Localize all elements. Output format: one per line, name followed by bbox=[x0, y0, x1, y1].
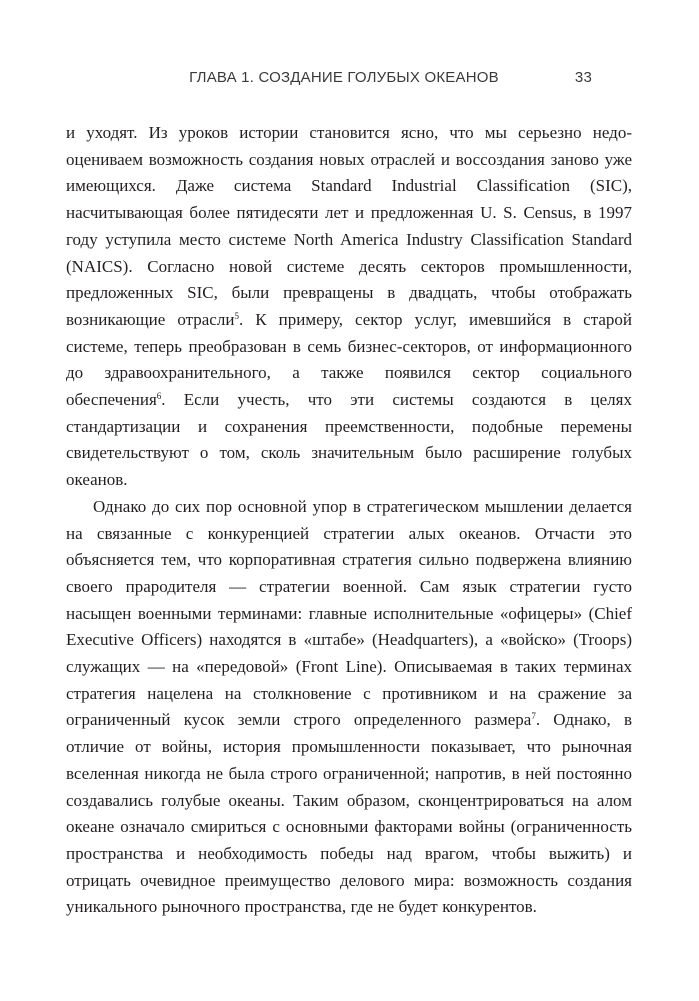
running-header bbox=[96, 66, 592, 90]
paragraph-1-text-c: . Если учесть, что эти системы создаются в целях стандартизации и сохранения преемственности, подобные перемены свидетельствуют о том, сколь значительным было расширение голубых океанов. bbox=[66, 390, 632, 490]
paragraph-2-text-a: Однако до сих пор основной упор в стратегическом мышлении делается на связанные с конкуренцией стратегии алых океанов. Отчасти это объясняется тем, что корпоративная стратегия сильно подвержена влиянию своего прародителя — стратегии военной. Сам язык стратегии густо насыщен военными терминами: главные исполнительные «офицеры» (Chief Executive Officers) находятся в «штабе» (Headquarters), а «войско» (Troops) служащих — на «передовой» (Front Line). Описываемая в таких терминах стратегия нацелена на столкновение с противником и на сражение за ограниченный кусок земли строго определенного размера bbox=[66, 496, 632, 730]
paragraph-1-text-a: и уходят. Из уроков истории становится ясно, что мы серьезно недооцениваем возможность создания новых отраслей и воссоздания заново уже имеющихся. Даже система Standard Industrial Classification (SIC), насчитывающая более пятидесяти лет и предложенная U. S. Census, в 1997 году уступила место системе North America Industry Classification Standard (NAICS). Согласно новой системе десять секторов промышленности, предложенных SIC, были превращены в двадцать, чтобы отображать возникающие отрасли bbox=[66, 123, 632, 329]
paragraph-1 bbox=[66, 120, 632, 494]
page-number: 33 bbox=[574, 69, 592, 86]
footnote-ref-6: 6 bbox=[156, 391, 162, 402]
paragraph-1-text-b: . К примеру, сектор услуг, имевшийся в старой системе, теперь преобразован в семь бизнес-секторов, от информационного до здравоохранительного, а также появился сектор социального обеспечения bbox=[66, 309, 632, 410]
paragraph-2 bbox=[66, 494, 632, 921]
chapter-title: ГЛАВА 1. СОЗДАНИЕ ГОЛУБЫХ ОКЕАНОВ bbox=[189, 69, 499, 86]
body-text bbox=[66, 120, 632, 921]
footnote-ref-5: 5 bbox=[234, 311, 239, 322]
footnote-ref-7: 7 bbox=[531, 711, 536, 722]
paragraph-2-text-b: . Однако, в отличие от войны, история промышленности показывает, что рыночная вселенная никогда не была строго ограниченной; напротив, в ней постоянно создавались голубые океаны. Таким образом, сконцентрироваться на алом океане означало смириться с основными факторами войны (ограниченность пространства и необходимость победы над врагом, чтобы выжить) и отрицать очевидное преимущество делового мира: возможность создания уникального рыночного пространства, где не будет конкурентов. bbox=[66, 710, 632, 917]
